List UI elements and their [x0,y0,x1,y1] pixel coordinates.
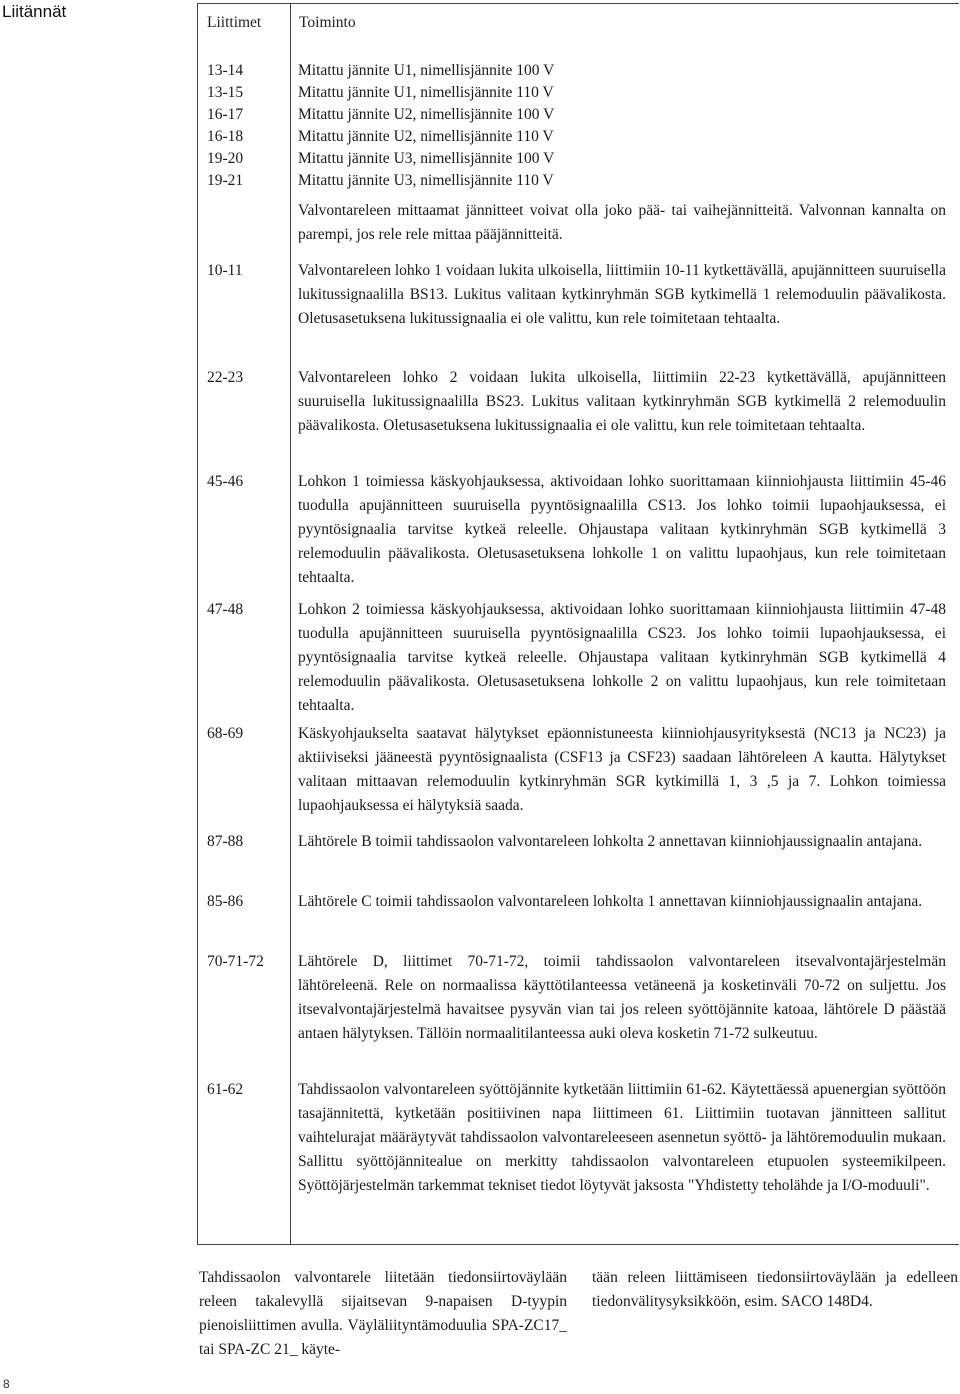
function-text: Valvontareleen lohko 2 voidaan lukita ulkoisella, liittimiin 22-23 kytkettävällä, apujännitteen suuruisella lukitussignaalilla BS23. Lukitus valitaan kytkinryhmän SGB kytkimellä 2 relemoduulin päävalikosta. Oletusasetuksena lukitussignaalia ei ole valittu, kun rele toimitetaan tehtaalta. [298,369,946,434]
function-text: Käskyohjaukselta saatavat hälytykset epäonnistuneesta kiinniohjausyrityksestä (NC13 ja NC23) ja aktiiviseksi jääneestä pyyntösignaalista (CSF13 ja CSF23) saadaan lähtöreleen A kautta. Hälytykset valitaan mittaavan relemoduulin kytkinryhmän SGR kytkimillä 1, 3 ,5 ja 7. Lohkon toimiessa lupaohjauksessa ei hälytyksiä saada. [298,725,946,814]
terminal-label: 13-14 [207,62,244,79]
function-text: Mitattu jännite U2, nimellisjännite 100 V [298,106,555,123]
terminal-label: 61-62 [207,1081,244,1098]
terminal-label: 19-21 [207,172,244,189]
header-terminals: Liittimet [207,14,262,31]
terminal-label: 13-15 [207,84,244,101]
section-title: Liitännät [2,2,67,21]
function-text: Mitattu jännite U3, nimellisjännite 110 V [298,172,554,189]
function-text: Mitattu jännite U1, nimellisjännite 110 V [298,84,554,101]
terminal-label: 68-69 [207,725,244,742]
function-text: Lähtörele D, liittimet 70-71-72, toimii tahdissaolon valvontareleen itsevalvontajärjestelmän lähtöreleenä. Rele on normaalissa käyttötilanteessa vetäneenä ja kosketinväli 70-72 on suljettu. Jos itsevalvontajärjestelmä havaitsee pysyvän vian tai jos releen syöttöjännite katoaa, lähtörele D päästää antaen hälytyksen. Tällöin normaalitilanteessa auki oleva kosketin 71-72 sulkeutuu. [298,953,946,1042]
terminal-label: 87-88 [207,833,244,850]
footer-paragraph-left: Tahdissaolon valvontarele liitetään tiedonsiirtoväylään releen takalevyllä sijaitsevan 9-napaisen D-tyypin pienoisliittimen avulla. Väyläliityntämoduulia SPA-ZC17_ tai SPA-ZC 21_ käyte- [199,1269,567,1358]
header-function: Toiminto [299,14,356,31]
terminal-label: 47-48 [207,601,244,618]
function-text: Lähtörele C toimii tahdissaolon valvontareleen lohkolta 1 annettavan kiinniohjaussignaalin antajana. [298,893,923,910]
terminal-label: 16-17 [207,106,244,123]
column-divider [290,3,291,1245]
function-text: Mitattu jännite U2, nimellisjännite 110 V [298,128,554,145]
footer-paragraph-right: tään releen liittämiseen tiedonsiirtoväylään ja edelleen tiedonvälitysyksikköön, esim. SACO 148D4. [592,1269,958,1310]
voltage-note: Valvontareleen mittaamat jännitteet voivat olla joko pää- tai vaihejännitteitä. Valvonnan kannalta on parempi, jos rele rele mittaa pääjännitteitä. [298,202,946,243]
function-text: Mitattu jännite U1, nimellisjännite 100 V [298,62,555,79]
function-text: Lohkon 1 toimiessa käskyohjauksessa, aktivoidaan lohko suorittamaan kiinniohjausta liittimiin 45-46 tuodulla apujännitteen suuruisella pyyntösignaalilla CS13. Jos lohko toimii lupaohjauksessa, ei pyyntösignaalia tarvitse kytkeä releelle. Ohjaustapa valitaan kytkinryhmän SGB kytkimellä 3 relemoduulin päävalikosta. Oletusasetuksena lohkolle 1 on valittu lupaohjaus, kun rele toimitetaan tehtaalta. [298,473,946,586]
terminal-label: 70-71-72 [207,953,264,970]
terminal-label: 19-20 [207,150,244,167]
function-text: Valvontareleen lohko 1 voidaan lukita ulkoisella, liittimiin 10-11 kytkettävällä, apujännitteen suuruisella lukitussignaalilla BS13. Lukitus valitaan kytkinryhmän SGB kytkimellä 1 relemoduulin päävalikosta. Oletusasetuksena lukitussignaalia ei ole valittu, kun rele toimitetaan tehtaalta. [298,262,946,327]
function-text: Tahdissaolon valvontareleen syöttöjännite kytketään liittimiin 61-62. Käytettäessä apuenergian syöttöön tasajännitettä, kytketään positiivinen napa liittimeen 61. Liittimiin tuotavan jännitteen sallitut vaihtelurajat määräytyvät tahdissaolon valvontareleeseen asennetun syöttö- ja lähtöremoduulin mukaan. Sallittu syöttöjännitealue on merkitty tahdissaolon valvontareleen etupuolen systeemikilpeen. Syöttöjärjestelmän tarkemmat tekniset tiedot löytyvät jaksosta "Yhdistetty teholähde ja I/O-moduuli". [298,1081,946,1194]
terminal-label: 45-46 [207,473,244,490]
function-text: Lähtörele B toimii tahdissaolon valvontareleen lohkolta 2 annettavan kiinniohjaussignaalin antajana. [298,833,923,850]
page-number: 8 [3,1377,10,1391]
terminal-label: 16-18 [207,128,244,145]
terminal-label: 10-11 [207,262,243,279]
function-text: Mitattu jännite U3, nimellisjännite 100 V [298,150,555,167]
function-text: Lohkon 2 toimiessa käskyohjauksessa, aktivoidaan lohko suorittamaan kiinniohjausta liittimiin 47-48 tuodulla apujännitteen suuruisella pyyntösignaalilla CS23. Jos lohko toimii lupaohjauksessa, ei pyyntösignaalia tarvitse kytkeä releelle. Ohjaustapa valitaan kytkinryhmän SGB kytkimellä 4 relemoduulin päävalikosta. Oletusasetuksena lohkolle 2 on valittu lupaohjaus, kun rele toimitetaan tehtaalta. [298,601,946,714]
terminal-label: 85-86 [207,893,244,910]
terminal-label: 22-23 [207,369,244,386]
